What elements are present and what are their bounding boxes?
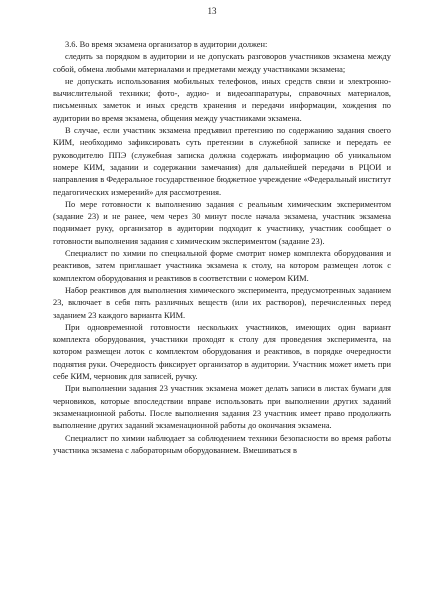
paragraph-reagent-set: Набор реактивов для выполнения химического эксперимента, предусмотренных заданием 23, включает в себя пять различных веществ (или их растворов), перечисленных перед заданием 23 каждого варианта КИМ.	[53, 285, 391, 320]
paragraph-kim-claim: В случае, если участник экзамена предъявил претензию по содержанию задания своего КИМ, необходимо зафиксировать суть претензии в служебной записке и передать ее руководителю ППЭ (служебная записка должна содержать информацию об уникальном номере КИМ, задании и содержании замечания) для дальнейшей передачи в РЦОИ и направления в Федеральное государственное бюджетное учреждение «Федеральный институт педагогических измерений» для рассмотрения.	[53, 126, 391, 197]
page-number: 13	[207, 6, 217, 16]
document-body	[53, 39, 391, 457]
paragraph-chemistry-specialist: Специалист по химии по специальной форме смотрит номер комплекта оборудования и реактивов, затем приглашает участника экзамена к столу, на котором размещен лоток с комплектом оборудования и реактивов в соответствии с номером КИМ.	[53, 249, 391, 283]
paragraph-devices-rule: не допускать использования мобильных телефонов, иных средств связи и электронно-вычислительной техники; фото-, аудио- и видеоаппаратуры, справочных материалов, письменных заметок и иных средств хранения и передачи информации, хождения по аудитории во время экзамена, общения между участниками экзамена.	[53, 76, 391, 123]
paragraph-section-3-6: 3.6. Во время экзамена организатор в аудитории должен:	[65, 40, 268, 49]
paragraph-draft-notes: При выполнении задания 23 участник экзамена может делать записи в листах бумаги для черновиков, которые впоследствии вправе использовать при выполнении других заданий экзаменационной работы. После выполнения задания 23 участник имеет право продолжить выполнение других заданий экзаменационной работы до окончания экзамена.	[53, 384, 391, 431]
paragraph-experiment-readiness: По мере готовности к выполнению задания с реальным химическим экспериментом (задание 23) и не ранее, чем через 30 минут после начала экзамена, участник экзамена поднимает руку, организатор в аудитории подходит к участнику, участник сообщает о готовности выполнения задания с химическим экспериментом (задание 23).	[53, 199, 391, 246]
paragraph-order-rule: следить за порядком в аудитории и не допускать разговоров участников экзамена между собой, обмена любыми материалами и предметами между участниками экзамена;	[53, 52, 391, 74]
paragraph-safety-supervision: Специалист по химии наблюдает за соблюдением техники безопасности во время работы участника экзамена с лабораторным оборудованием. Вмешиваться в	[53, 433, 391, 455]
paragraph-simultaneous-readiness: При одновременной готовности нескольких участников, имеющих один вариант комплекта оборудования, участники проходят к столу для проведения эксперимента, на котором размещен лоток с комплектом оборудования и реактивов, в порядке очередности поднятия руки. Очередность фиксирует организатор в аудитории. Участник может иметь при себе КИМ, черновик для записей, ручку.	[53, 322, 391, 382]
